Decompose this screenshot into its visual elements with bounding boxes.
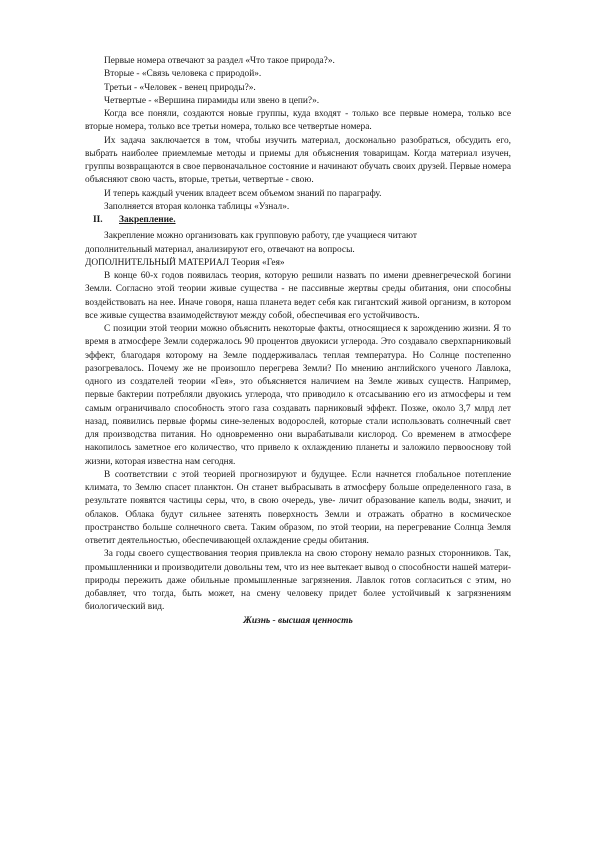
paragraph-groups: Когда все поняли, создаются новые группы, куда входят - только все первые номера, только все вторые номера, только все третьи номера, только все четвертые номера. [85, 109, 511, 133]
section-heading [85, 214, 511, 227]
consolidation-line-1: Закрепление можно организовать как групповую работу, где учащиеся читают [104, 231, 418, 242]
extra-material-title: ДОПОЛНИТЕЛЬНЫЙ МАТЕРИАЛ Теория «Гея» [85, 257, 285, 268]
paragraph-gaia-supporters: За годы своего существования теория привлекла на свою сторону немало разных сторонников. Так, промышленники и производители довольны тем, что из нее вытекает вывод о способности нашей матери-природы пережить даже обильные промышленные загрязнения. Лавлок готов согласиться с этим, но добавляет, что тогда, быть может, на смену человеку придет более устойчивый к загрязнениям биологический вид. [85, 549, 511, 613]
section-title: Закрепление. [119, 215, 176, 225]
text-line: Четвертые - «Вершина пирамиды или звено в цепи?». [104, 95, 320, 106]
final-heading: Жизнь - высшая ценность [243, 615, 353, 626]
paragraph-gaia-origin: С позиции этой теории можно объяснить некоторые факты, относящиеся к зарождению жизни. Я то время в атмосфере Земли содержалось 90 процентов двуокиси углерода. Это создавало сверхпарниковый эффект, благодаря которому на Земле поддерживалась теплая температура. Но Солнце постепенно разогревалось. Почему же не произошло перегрева Земли? По мнению английского ученого Лавлока, одного из создателей теории «Гея», это объясняется наличием на Земле живых существ. Например, первые бактерии потребляли двуокись углерода, что приводило к отсасыванию его из атмосферы и тем самым ограничивало способность этого газа создавать парниковый эффект. Позже, около 3,7 млрд лет назад, появились первые формы сине-зеленых водорослей, которые стали использовать солнечный свет для производства питания. Но одновременно они вырабатывали кислород. Со временем в атмосфере накопилось заметное его количество, что привело к охлаждению планеты и заложило первооснову той жизни, которая известна нам сегодня. [85, 324, 511, 467]
section-number: II. [93, 215, 103, 225]
paragraph-task: Их задача заключается в том, чтобы изучить материал, досконально разобраться, обсудить его, выбрать наиболее приемлемые методы и приемы для объяснения товарищам. Когда материал изучен, группы возвращаются в свое первоначальное состояние и начинают обучать своих друзей. Первые номера объясняют свою часть, вторые, третьи, четвертые - свою. [85, 135, 511, 186]
consolidation-line-2: дополнительный материал, анализируют его, отвечают на вопросы. [85, 244, 355, 255]
text-line-each-student: И теперь каждый ученик владеет всем объемом знаний по параграфу. [104, 188, 382, 199]
text-line: Первые номера отвечают за раздел «Что такое природа?». [104, 56, 335, 66]
text-line: Вторые - «Связь человека с природой». [104, 69, 262, 80]
text-line-table-column: Заполняется вторая колонка таблицы «Узнал». [104, 201, 290, 212]
paragraph-gaia-future: В соответствии с этой теорией прогнозируют и будущее. Если начнется глобальное потепление климата, то Землю спасет планктон. Он станет выбрасывать в атмосферу больше определенного газа, в результате появятся частицы серы, что, в свою очередь, уве- личит образование капель воды, значит, и облаков. Облака будут сильнее затенять поверхность Земли и отражать обратно в космическое пространство больше солнечного света. Таким образом, по этой теории, на перегревание Солнца Земля ответит деятельностью, обеспечивающей охлаждение среды обитания. [85, 469, 511, 546]
document-page [85, 55, 511, 628]
text-line: Третьи - «Человек - венец природы?». [104, 82, 256, 93]
paragraph-gaia-intro: В конце 60-х годов появилась теория, которую решили назвать по имени древнегреческой богини Земли. Согласно этой теории живые существа - не пассивные жертвы среды обитания, они способны воздействовать на нее. Иначе говоря, наша планета ведет себя как гигантский живой организм, в котором все живые существа взаимодействуют между собой, обеспечивая его устойчивость. [85, 271, 511, 321]
